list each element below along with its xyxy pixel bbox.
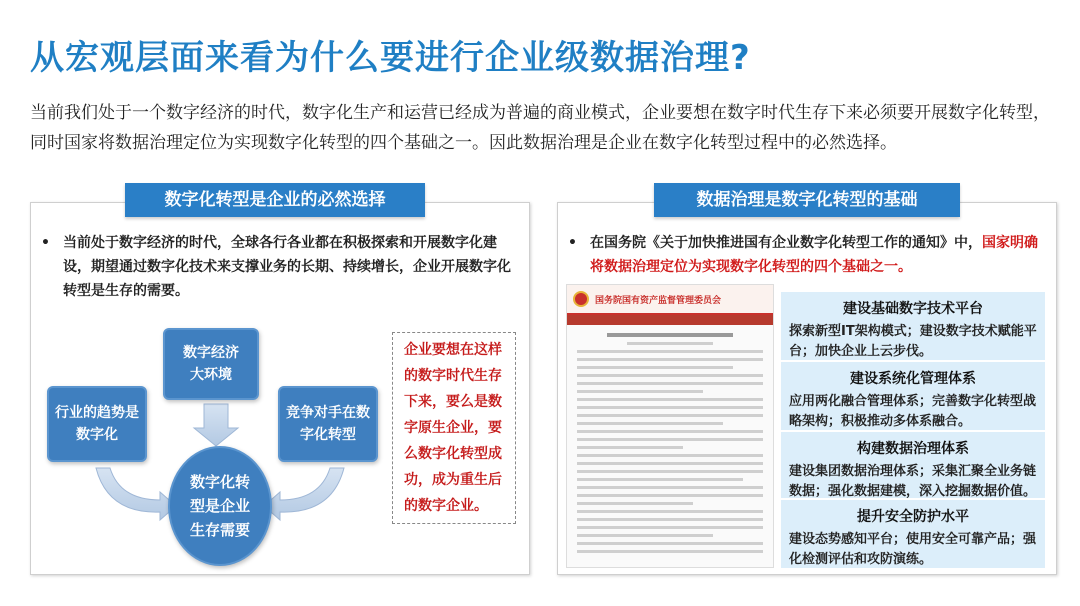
foundation-item-body: 探索新型IT架构模式；建设数字技术赋能平台；加快企业上云步伐。 <box>789 324 1037 359</box>
doc-nav <box>567 315 773 325</box>
box-digital-economy: 数字经济 大环境 <box>163 328 259 400</box>
arrow-down <box>194 404 238 446</box>
notice-document-image <box>566 284 774 568</box>
left-banner: 数字化转型是企业的必然选择 <box>125 183 425 217</box>
foundation-item-body: 建设态势感知平台；使用安全可靠产品；强化检测评估和攻防演练。 <box>789 532 1037 567</box>
left-bullet: • 当前处于数字经济的时代，全球各行各业都在积极探索和开展数字化建设，期望通过数字化技术来支撑业务的长期、持续增长，企业开展数字化转型是生存的需要。 <box>63 231 518 303</box>
box-industry-trend: 行业的趋势是 数字化 <box>47 386 147 462</box>
foundation-item <box>781 500 1045 568</box>
right-bullet <box>590 231 1050 279</box>
foundation-item-title: 建设基础数字技术平台 <box>843 301 983 317</box>
circle-survival-need: 数字化转 型是企业 生存需要 <box>168 446 272 566</box>
page-title: 从宏观层面来看为什么要进行企业级数据治理? <box>30 38 751 78</box>
foundation-item-title: 提升安全防护水平 <box>857 509 969 525</box>
bullet-prefix: 在国务院《关于加快推进国有企业数字化转型工作的通知》中， <box>590 235 982 251</box>
foundation-item-body: 应用两化融合管理体系；完善数字化转型战略架构；积极推动多体系融合。 <box>789 394 1037 429</box>
foundation-item-body: 建设集团数据治理体系；采集汇聚全业务链数据；强化数据建模，深入挖掘数据价值。 <box>789 464 1037 499</box>
intro-paragraph: 当前我们处于一个数字经济的时代，数字化生产和运营已经成为普遍的商业模式，企业要想在数字时代生存下来必须要开展数字化转型，同时国家将数据治理定位为实现数字化转型的四个基础之一。因此数据治理是企业在数字化转型过程中的必然选择。 <box>30 103 1050 153</box>
box-competitor: 竞争对手在数 字化转型 <box>278 386 378 462</box>
callout-text: 企业要想在这样的数字时代生存下来，要么是数字原生企业，要么数字化转型成功，成为重生后的数字企业。 <box>404 342 502 514</box>
bullet-highlight: 国家明确将数据治理定位为实现数字化转型的四个基础之一。 <box>590 235 1038 275</box>
doc-header <box>567 285 773 315</box>
foundation-item <box>781 292 1045 360</box>
foundation-item <box>781 362 1045 430</box>
dashed-callout <box>392 332 516 524</box>
right-banner: 数据治理是数字化转型的基础 <box>654 183 960 217</box>
doc-org: 国务院国有资产监督管理委员会 <box>595 295 722 306</box>
foundation-item-title: 建设系统化管理体系 <box>850 371 976 387</box>
foundation-item <box>781 432 1045 498</box>
emblem-icon <box>573 291 589 307</box>
arrow-left-curve <box>96 468 176 520</box>
foundation-item-title: 构建数据治理体系 <box>857 441 969 457</box>
arrow-right-curve <box>264 468 344 520</box>
